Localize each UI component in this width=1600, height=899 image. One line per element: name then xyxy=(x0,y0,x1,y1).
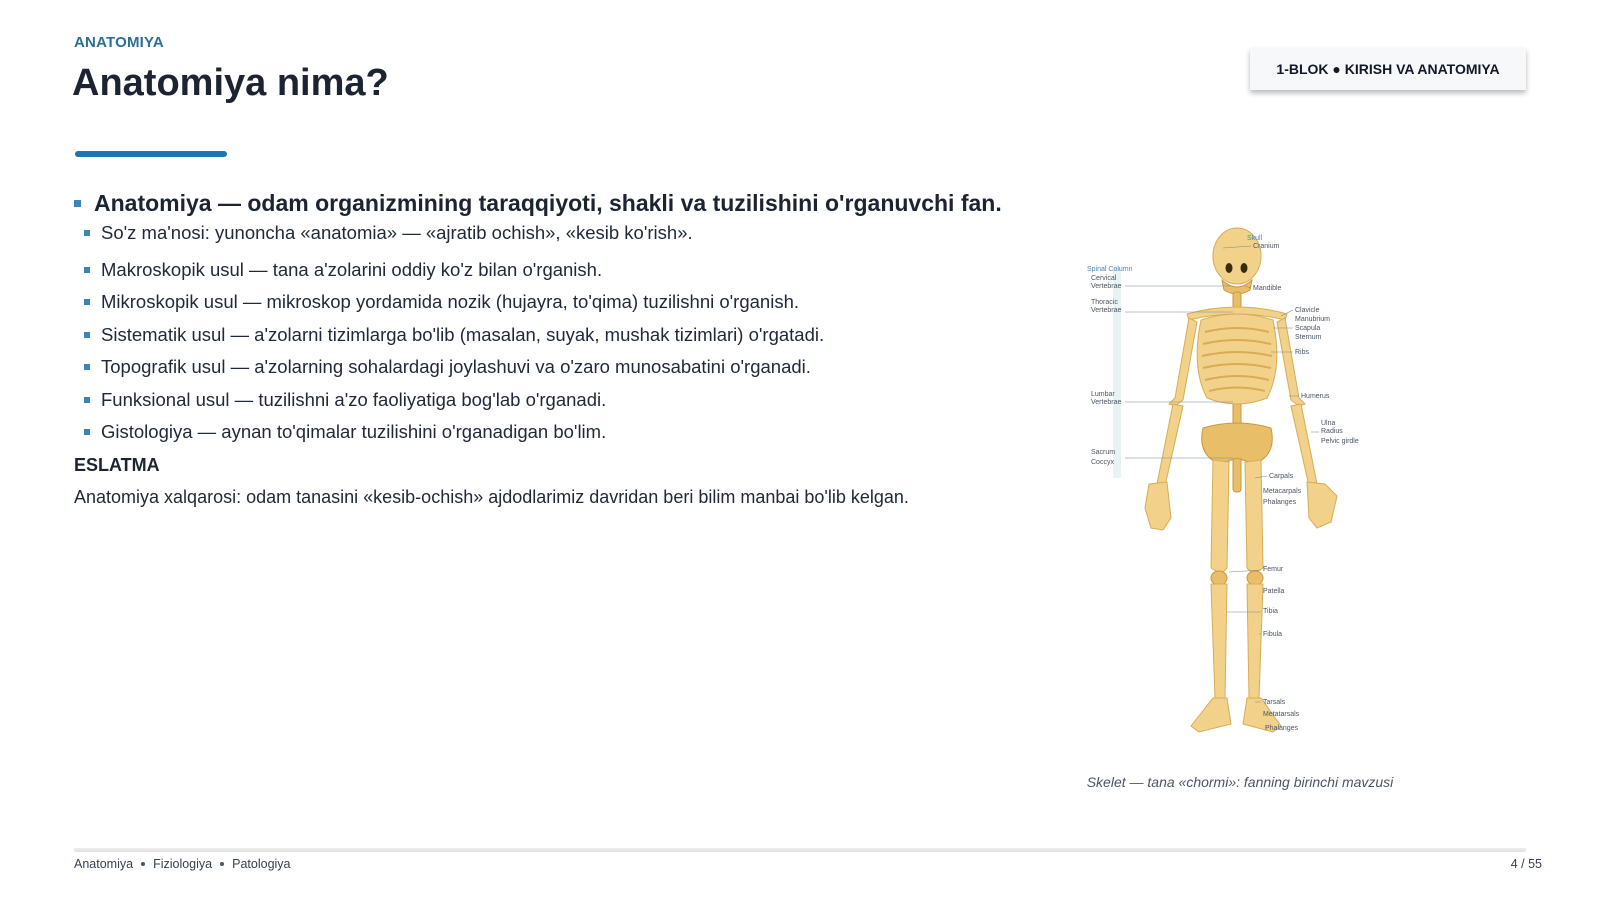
right-hand-shape xyxy=(1307,482,1337,528)
list-item-text: Gistologiya — aynan to'qimalar tuzilishini o'rganadigan bo'lim. xyxy=(101,421,607,442)
figure-caption: Skelet — tana «chormi»: fanning birinchi mavzusi xyxy=(1086,774,1394,790)
bullet-square-icon xyxy=(84,364,90,370)
block-badge: 1-BLOK ● KIRISH VA ANATOMIYA xyxy=(1250,48,1526,90)
skeleton-label: Tibia xyxy=(1263,608,1278,615)
left-hand-shape xyxy=(1145,482,1171,530)
skeleton-label: Vertebrae xyxy=(1091,399,1122,406)
footer-item: Patologiya xyxy=(232,857,291,871)
list-item xyxy=(84,351,1034,384)
skeleton-label: Lumbar xyxy=(1091,391,1115,398)
list-item-text: Sistematik usul — a'zolarni tizimlarga bo'lib (masalan, suyak, mushak tizimlari) o'rgatadi. xyxy=(101,323,825,345)
skeleton-label: Metacarpals xyxy=(1263,488,1302,495)
bullet-square-icon xyxy=(84,267,90,273)
list-item xyxy=(84,286,1034,319)
right-tibia-shape xyxy=(1247,584,1263,698)
list-item xyxy=(84,217,1034,250)
list-item xyxy=(84,384,1034,417)
list-item xyxy=(84,319,1034,352)
note-heading: ESLATMA xyxy=(74,454,160,475)
footer-item: Anatomiya xyxy=(74,857,134,871)
separator-dot-icon xyxy=(220,862,224,866)
left-tibia-shape xyxy=(1211,584,1227,698)
bullet-list xyxy=(74,217,1034,449)
section-kicker: ANATOMIYA xyxy=(74,34,164,51)
page-number: 4 / 55 xyxy=(1510,857,1542,871)
bullet-square-icon xyxy=(84,429,90,435)
skeleton-illustration xyxy=(1087,228,1395,753)
skeleton-label: Carpals xyxy=(1269,473,1294,480)
bullet-square-icon xyxy=(84,397,90,403)
skeleton-label: Radius xyxy=(1321,428,1343,435)
left-forearm-shape xyxy=(1157,404,1183,486)
skeleton-label: Ribs xyxy=(1295,349,1310,356)
lead-text: Anatomiya — odam organizmining taraqqiyoti, shakli va tuzilishini o'rganuvchi fan. xyxy=(94,190,1002,216)
skeleton-label: Patella xyxy=(1263,588,1285,595)
left-foot-shape xyxy=(1191,698,1231,732)
right-forearm-shape xyxy=(1291,404,1317,486)
skeleton-label: Sternum xyxy=(1295,334,1322,341)
skeleton-label: Humerus xyxy=(1301,393,1330,400)
list-item xyxy=(84,254,1034,287)
title-underline xyxy=(75,151,227,157)
skeleton-label: Metatarsals xyxy=(1263,711,1300,718)
bullet-square-icon xyxy=(84,299,90,305)
left-patella-shape xyxy=(1211,571,1227,585)
list-item-text: Funksional usul — tuzilishni a'zo faoliyatiga bog'lab o'rganadi. xyxy=(101,388,607,410)
lead-statement xyxy=(74,190,1034,217)
bullet-square-icon xyxy=(84,230,90,236)
list-item-text: Mikroskopik usul — mikroskop yordamida nozik (hujayra, to'qima) tuzilishni o'rganish. xyxy=(101,291,799,312)
skeleton-label: Cranium xyxy=(1253,243,1280,250)
footer-breadcrumb xyxy=(74,857,291,871)
bullet-square-icon xyxy=(84,332,90,338)
skeleton-label: Ulna xyxy=(1321,420,1336,427)
skeleton-label: Femur xyxy=(1263,566,1284,573)
list-item xyxy=(84,416,1034,449)
list-item-text: Makroskopik usul — tana a'zolarini oddiy ko'z bilan o'rganish. xyxy=(101,258,603,280)
note-body: Anatomiya xalqarosi: odam tanasini «kesib-ochish» ajdodlarimiz davridan beri bilim manbai bo'lib kelgan. xyxy=(74,486,909,507)
eye-socket xyxy=(1241,263,1248,273)
skeleton-label: Coccyx xyxy=(1091,459,1114,466)
skeleton-label: Cervical xyxy=(1091,275,1117,282)
skeleton-label: Sacrum xyxy=(1091,449,1116,456)
left-humerus-shape xyxy=(1169,318,1197,406)
skeleton-label: Phalanges xyxy=(1263,499,1297,506)
skeleton-label: Pelvic girdle xyxy=(1321,438,1359,445)
right-patella-shape xyxy=(1247,571,1263,585)
skeleton-label: Thoracic xyxy=(1091,299,1118,306)
skeleton-label: Clavicle xyxy=(1295,307,1320,314)
footer-divider xyxy=(74,848,1526,852)
bullet-square-icon xyxy=(74,200,81,207)
skeleton-label: Vertebrae xyxy=(1091,283,1122,290)
list-item-text: Topografik usul — a'zolarning sohalardagi joylashuvi va o'zaro munosabatini o'rganadi. xyxy=(101,356,811,377)
skeleton-label: Vertebrae xyxy=(1091,307,1122,314)
skeleton-label: Phalanges xyxy=(1265,725,1299,732)
skeleton-label: Scapula xyxy=(1295,325,1321,332)
list-item-text: So'z ma'nosi: yunoncha «anatomia» — «ajratib ochish», «kesib ko'rish». xyxy=(101,222,693,243)
separator-dot-icon xyxy=(141,862,145,866)
page-title: Anatomiya nima? xyxy=(72,62,389,104)
footer-item: Fiziologiya xyxy=(153,857,213,871)
left-femur-shape xyxy=(1211,460,1229,574)
skeleton-label: Skull xyxy=(1247,235,1263,242)
eye-socket xyxy=(1226,263,1233,273)
skeleton-label: Manubrium xyxy=(1295,316,1331,323)
skeleton-label: Tarsals xyxy=(1263,699,1286,706)
skeleton-label: Spinal Column xyxy=(1087,266,1133,273)
skeleton-label: Fibula xyxy=(1263,631,1283,638)
main-content xyxy=(74,190,1034,510)
skeleton-label: Mandible xyxy=(1253,285,1282,292)
